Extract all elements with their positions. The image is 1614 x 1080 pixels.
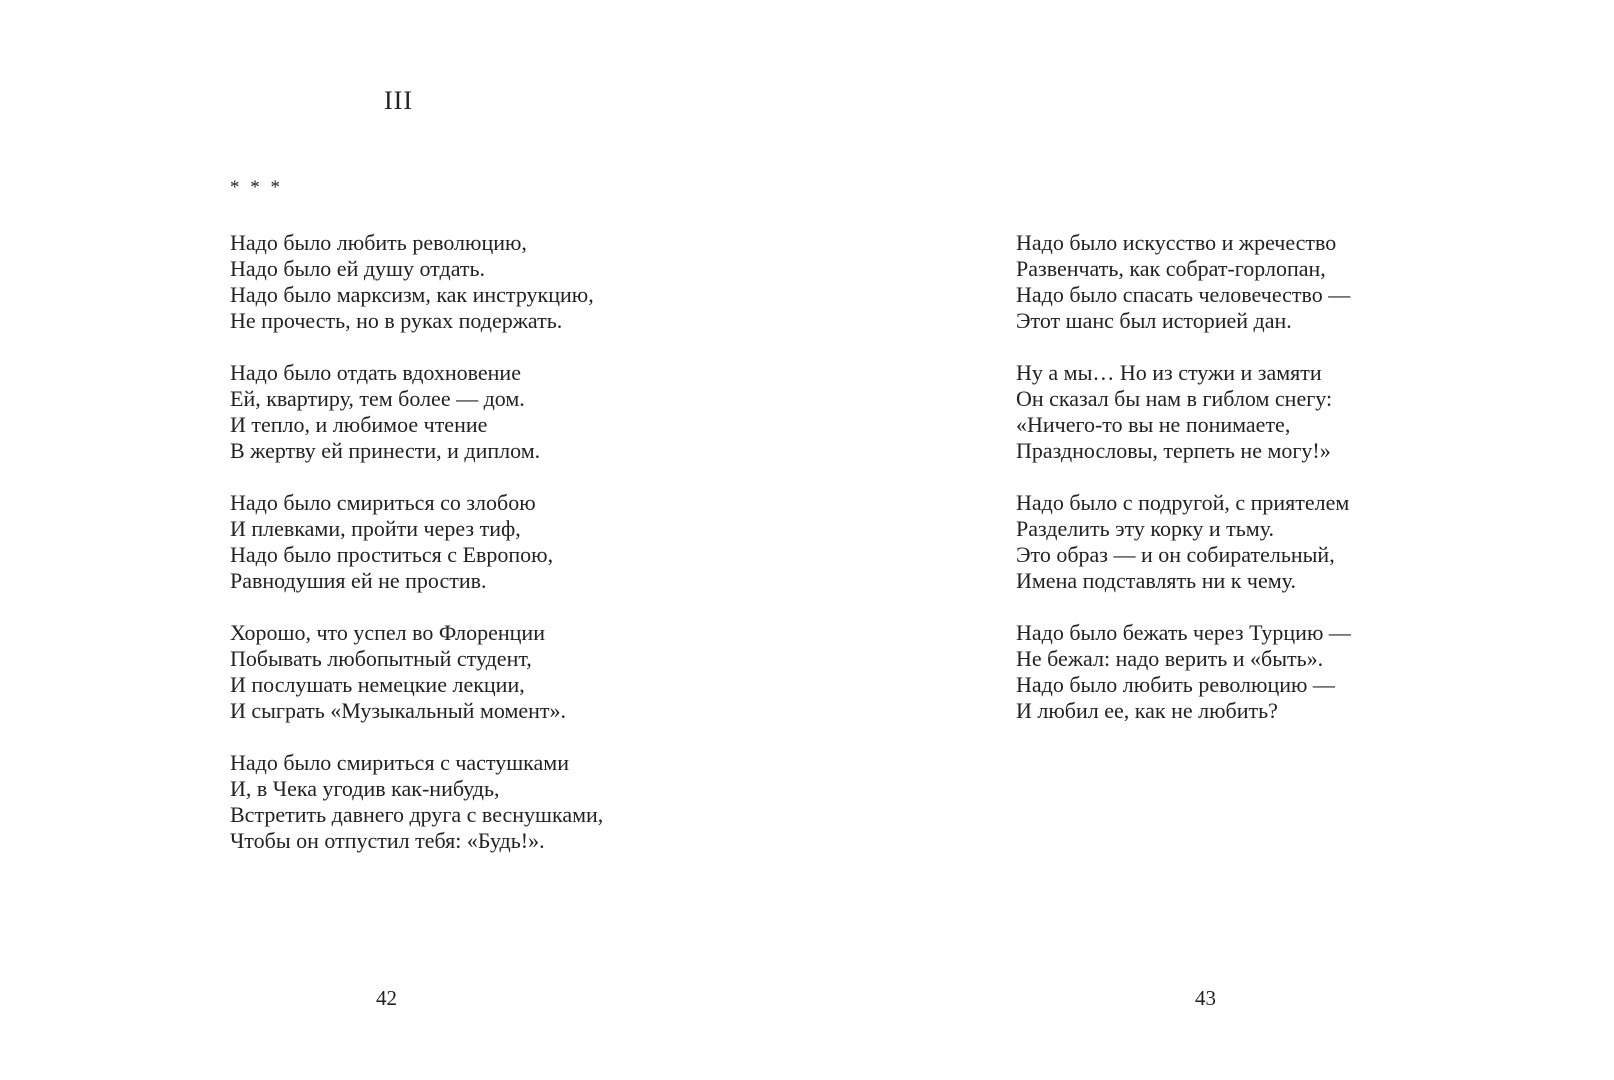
poem-line: И послушать немецкие лекции, bbox=[230, 672, 525, 697]
poem-line: И тепло, и любимое чтение bbox=[230, 412, 488, 437]
poem-line: Надо было искусство и жречество bbox=[1016, 230, 1337, 255]
stanza bbox=[230, 360, 603, 464]
poem-line: Надо было любить революцию — bbox=[1016, 672, 1335, 697]
poem-line: Надо было ей душу отдать. bbox=[230, 256, 486, 281]
poem-line: Надо было проститься с Европою, bbox=[230, 542, 554, 567]
poem-right-text bbox=[1016, 230, 1351, 750]
poem-line: Надо было марксизм, как инструкцию, bbox=[230, 282, 594, 307]
stanza bbox=[230, 750, 603, 854]
poem-line: Чтобы он отпустил тебя: «Будь!». bbox=[230, 828, 545, 853]
poem-line: Надо было с подругой, с приятелем bbox=[1016, 490, 1350, 515]
page-number-left: 42 bbox=[376, 986, 397, 1010]
page-number-right: 43 bbox=[1195, 986, 1216, 1010]
poem-line: И сыграть «Музыкальный момент». bbox=[230, 698, 567, 723]
poem-line: И, в Чека угодив как-нибудь, bbox=[230, 776, 500, 801]
poem-line: Надо было любить революцию, bbox=[230, 230, 527, 255]
poem-line: Он сказал бы нам в гиблом снегу: bbox=[1016, 386, 1333, 411]
section-heading: III bbox=[384, 86, 413, 115]
poem-line: Надо было смириться с частушками bbox=[230, 750, 570, 775]
stanza bbox=[1016, 230, 1351, 334]
stanza bbox=[1016, 620, 1351, 724]
poem-line: Надо было спасать человечество — bbox=[1016, 282, 1351, 307]
poem-line: Имена подставлять ни к чему. bbox=[1016, 568, 1296, 593]
poem-line: Это образ — и он собирательный, bbox=[1016, 542, 1335, 567]
stanza bbox=[1016, 490, 1351, 594]
poem-line: Ей, квартиру, тем более — дом. bbox=[230, 386, 525, 411]
poem-line: «Ничего-то вы не понимаете, bbox=[1016, 412, 1291, 437]
poem-line: В жертву ей принести, и диплом. bbox=[230, 438, 541, 463]
poem-line: Надо было отдать вдохновение bbox=[230, 360, 521, 385]
poem-line: Развенчать, как собрат-горлопан, bbox=[1016, 256, 1326, 281]
poem-line: Надо было смириться со злобою bbox=[230, 490, 536, 515]
poem-line: Побывать любопытный студент, bbox=[230, 646, 532, 671]
stanza bbox=[230, 620, 603, 724]
poem-line: Не прочесть, но в руках подержать. bbox=[230, 308, 563, 333]
poem-line: Этот шанс был историей дан. bbox=[1016, 308, 1292, 333]
poem-line: Надо было бежать через Турцию — bbox=[1016, 620, 1351, 645]
poem-line: Разделить эту корку и тьму. bbox=[1016, 516, 1275, 541]
stanza bbox=[230, 230, 603, 334]
stanza bbox=[1016, 360, 1351, 464]
stanza bbox=[230, 490, 603, 594]
right-page bbox=[807, 0, 1614, 1080]
poem-line: И плевками, пройти через тиф, bbox=[230, 516, 521, 541]
poem-left-text bbox=[230, 230, 603, 880]
poem-line: И любил ее, как не любить? bbox=[1016, 698, 1278, 723]
poem-line: Не бежал: надо верить и «быть». bbox=[1016, 646, 1324, 671]
poem-line: Ну а мы… Но из стужи и замяти bbox=[1016, 360, 1322, 385]
poem-line: Равнодушия ей не простив. bbox=[230, 568, 487, 593]
poem-separator: * * * bbox=[230, 177, 283, 198]
poem-line: Хорошо, что успел во Флоренции bbox=[230, 620, 545, 645]
poem-line: Празднословы, терпеть не могу!» bbox=[1016, 438, 1331, 463]
poem-line: Встретить давнего друга с веснушками, bbox=[230, 802, 604, 827]
